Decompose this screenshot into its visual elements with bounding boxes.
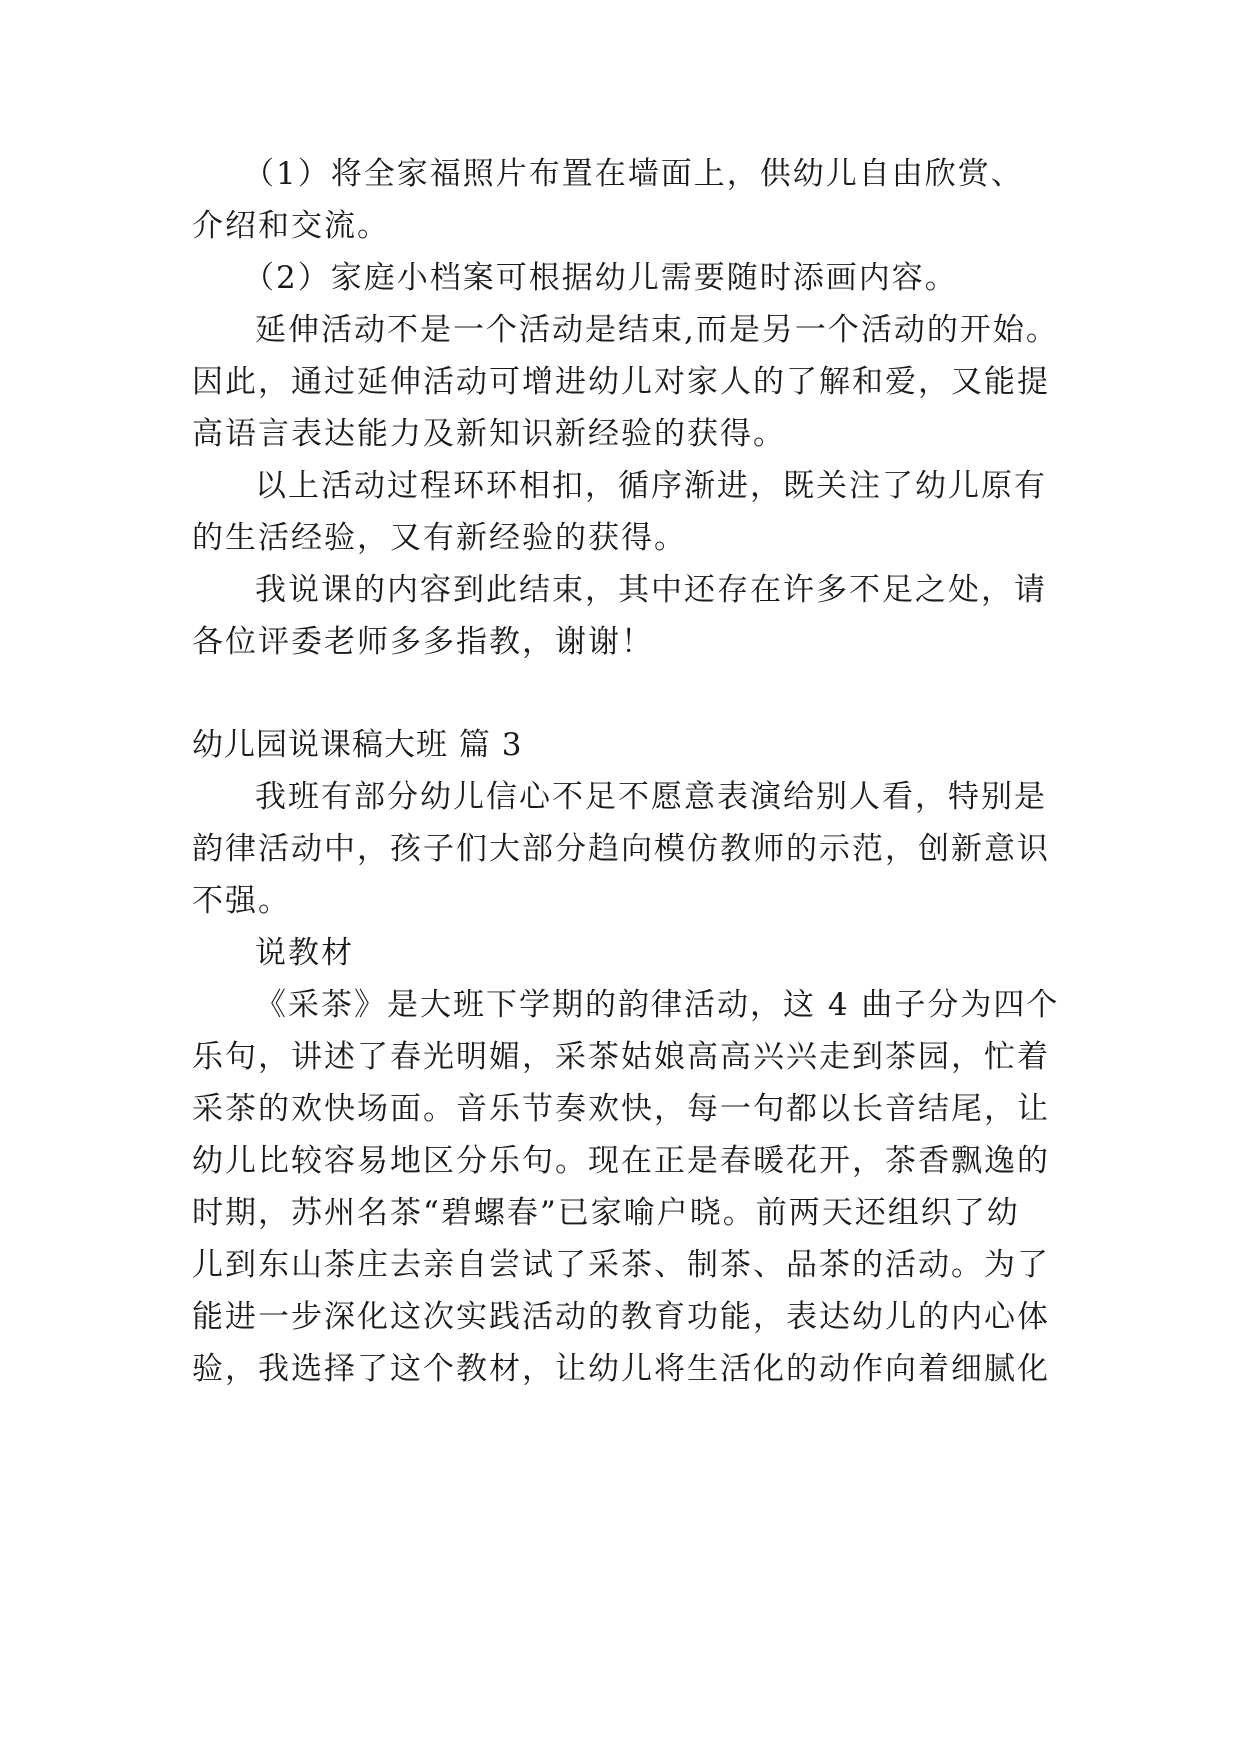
paragraph-line: 的生活经验，又有新经验的获得。	[192, 520, 687, 556]
paragraph-line: 时期，苏州名茶“碧螺春”已家喻户晓。前两天还组织了幼	[192, 1195, 1020, 1231]
paragraph-line: 韵律活动中，孩子们大部分趋向模仿教师的示范，创新意识	[192, 831, 1050, 867]
subheading: 说教材	[255, 935, 354, 971]
paragraph-line: （2）家庭小档案可根据幼儿需要随时添画内容。	[243, 260, 958, 296]
paragraph-line: 幼儿比较容易地区分乐句。现在正是春暖花开，茶香飘逸的	[192, 1143, 1050, 1179]
section-heading: 幼儿园说课稿大班 篇 3	[192, 727, 523, 763]
paragraph-line: 因此，通过延伸活动可增进幼儿对家人的了解和爱，又能提	[192, 364, 1050, 400]
paragraph-line: 《采茶》是大班下学期的韵律活动，这 4 曲子分为四个	[255, 987, 1060, 1023]
paragraph-line: 采茶的欢快场面。音乐节奏欢快，每一句都以长音结尾，让	[192, 1091, 1050, 1127]
paragraph-line: 我说课的内容到此结束，其中还存在许多不足之处，请	[255, 572, 1047, 608]
paragraph-line: 乐句，讲述了春光明媚，采茶姑娘高高兴兴走到茶园，忙着	[192, 1039, 1050, 1075]
paragraph-line: 介绍和交流。	[192, 208, 390, 244]
paragraph-line: 我班有部分幼儿信心不足不愿意表演给别人看，特别是	[255, 779, 1047, 815]
paragraph-line: 不强。	[192, 883, 291, 919]
paragraph-line: 以上活动过程环环相扣，循序渐进，既关注了幼儿原有	[255, 468, 1047, 504]
paragraph-line: 能进一步深化这次实践活动的教育功能，表达幼儿的内心体	[192, 1299, 1050, 1335]
paragraph-line: 验，我选择了这个教材，让幼儿将生活化的动作向着细腻化	[192, 1351, 1050, 1387]
paragraph-line: （1）将全家福照片布置在墙面上，供幼儿自由欣赏、	[243, 156, 1024, 192]
paragraph-line: 各位评委老师多多指教，谢谢！	[192, 624, 654, 660]
paragraph-line: 儿到东山茶庄去亲自尝试了采茶、制茶、品茶的活动。为了	[192, 1247, 1050, 1283]
paragraph-line: 延伸活动不是一个活动是结束,而是另一个活动的开始。	[255, 312, 1059, 348]
paragraph-line: 高语言表达能力及新知识新经验的获得。	[192, 416, 786, 452]
